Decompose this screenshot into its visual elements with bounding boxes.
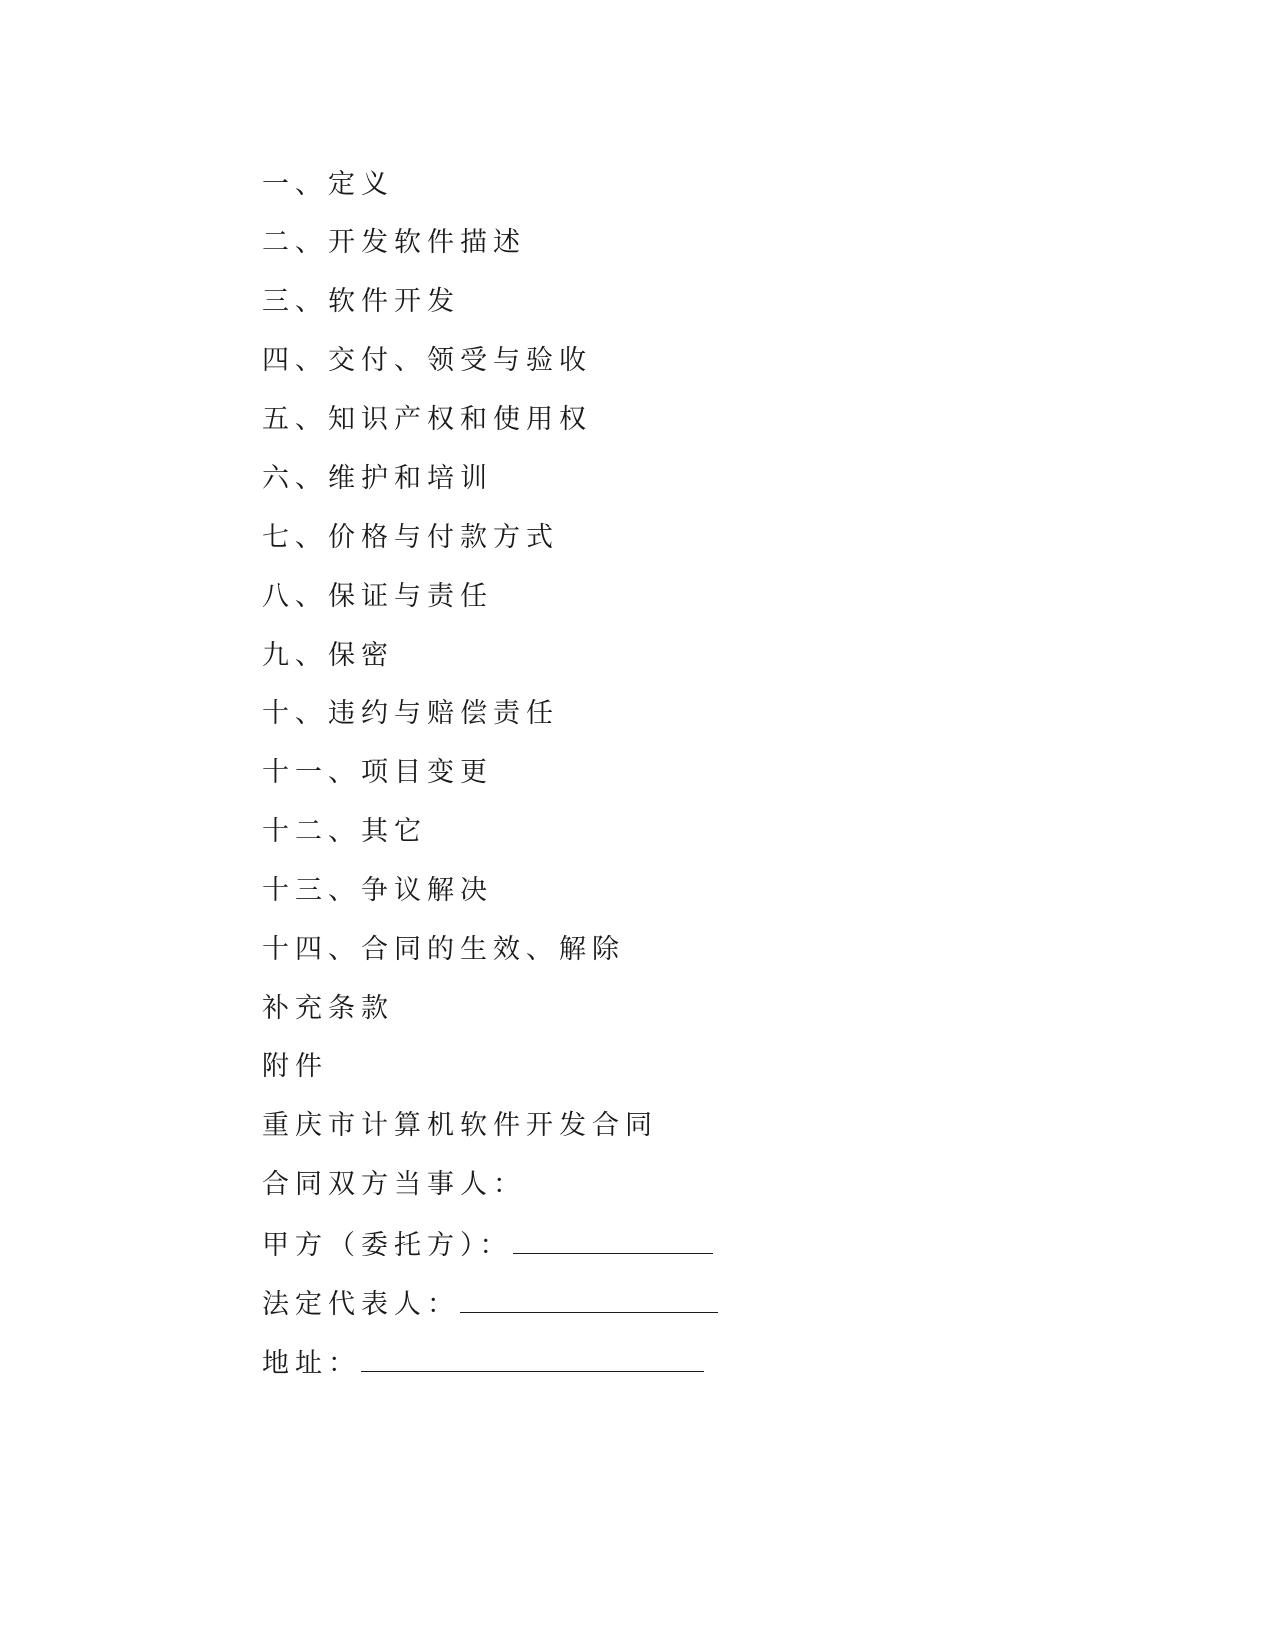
- contract-title: 重庆市计算机软件开发合同: [262, 1110, 658, 1141]
- toc-item-4: 四、交付、领受与验收: [262, 345, 592, 376]
- toc-item-8: 八、保证与责任: [262, 581, 493, 612]
- toc-item-10: 十、违约与赔偿责任: [262, 698, 559, 729]
- toc-item-5: 五、知识产权和使用权: [262, 404, 592, 435]
- party-a-label: 甲方（委托方）：: [262, 1230, 513, 1261]
- address-row: [262, 1345, 704, 1381]
- toc-item-7: 七、价格与付款方式: [262, 522, 559, 553]
- address-label: 地址：: [262, 1348, 361, 1379]
- legal-rep-blank-field[interactable]: [460, 1286, 718, 1313]
- toc-item-14: 十四、合同的生效、解除: [262, 934, 625, 965]
- toc-item-3: 三、软件开发: [262, 286, 460, 317]
- legal-rep-row: [262, 1286, 718, 1322]
- toc-item-13: 十三、争议解决: [262, 875, 493, 906]
- toc-item-2: 二、开发软件描述: [262, 227, 526, 258]
- toc-item-6: 六、维护和培训: [262, 463, 493, 494]
- toc-supplementary: 补充条款: [262, 993, 394, 1024]
- toc-item-11: 十一、项目变更: [262, 757, 493, 788]
- parties-label: 合同双方当事人：: [262, 1169, 526, 1200]
- toc-item-1: 一、定义: [262, 169, 394, 200]
- party-a-row: [262, 1227, 713, 1263]
- legal-rep-label: 法定代表人：: [262, 1289, 460, 1320]
- toc-item-12: 十二、其它: [262, 816, 427, 847]
- party-a-blank-field[interactable]: [513, 1227, 713, 1254]
- toc-attachment: 附件: [262, 1051, 328, 1082]
- toc-item-9: 九、保密: [262, 640, 394, 671]
- address-blank-field[interactable]: [361, 1345, 704, 1372]
